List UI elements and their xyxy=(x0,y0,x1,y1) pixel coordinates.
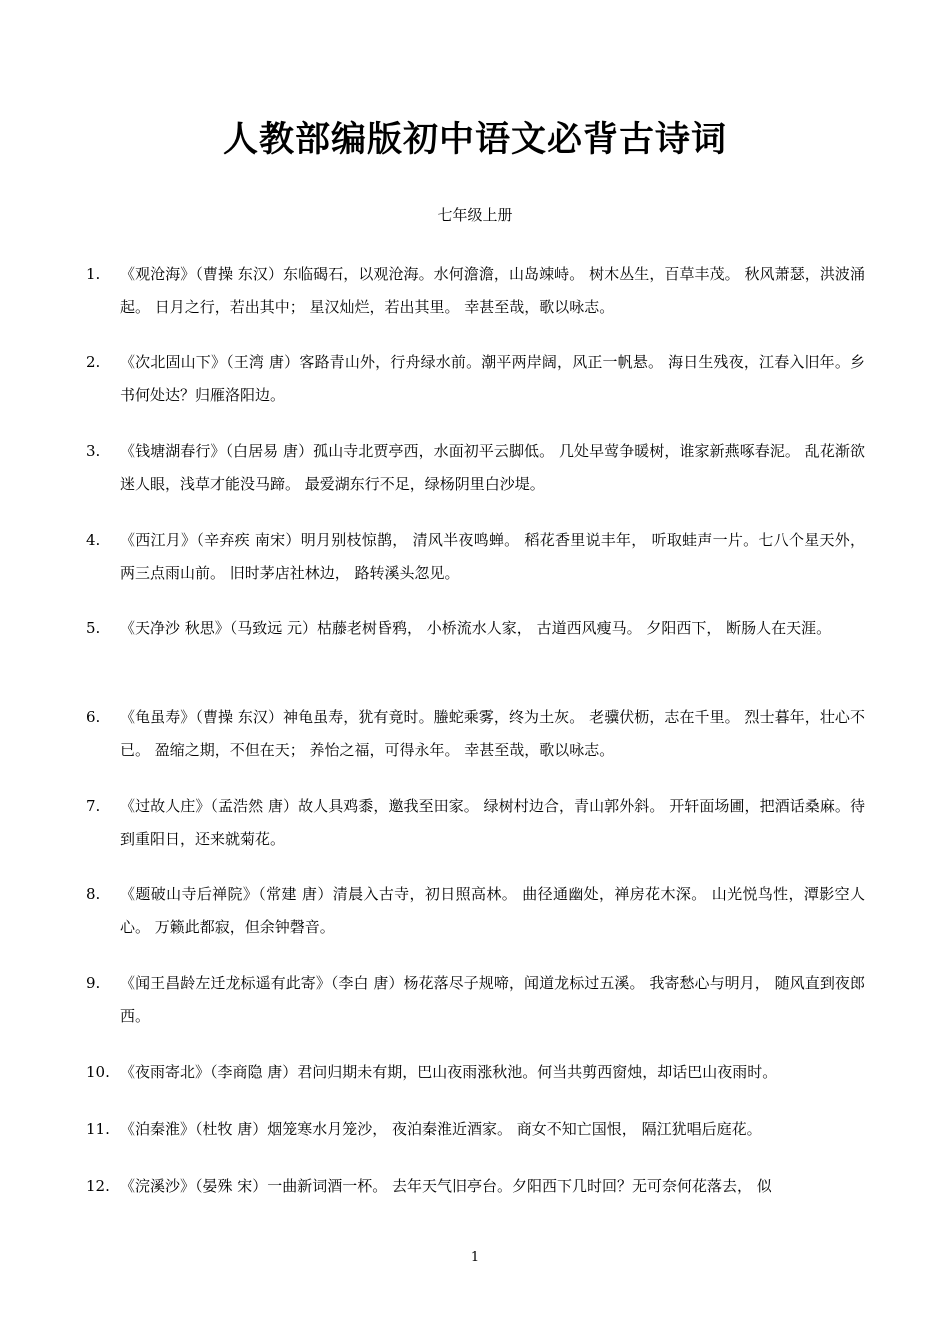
poem-number: 5. xyxy=(86,619,101,637)
section-heading: 七年级上册 xyxy=(437,206,513,224)
poem-number: 4. xyxy=(86,531,101,549)
poem-number: 6. xyxy=(86,708,101,726)
poem-text: 《观沧海》（曹操 东汉）东临碣石，以观沧海。水何澹澹，山岛竦峙。 树木丛生，百草丰茂。 秋风萧瑟，洪波涌起。 日月之行，若出其中； 星汉灿烂，若出其里。 幸甚至哉，歌以咏志。 xyxy=(120,265,865,316)
poem-text: 《题破山寺后禅院》（常建 唐）清晨入古寺，初日照高林。 曲径通幽处，禅房花木深。 山光悦鸟性，潭影空人心。 万籁此都寂，但余钟磬音。 xyxy=(120,885,865,936)
poem-number: 7. xyxy=(86,797,101,815)
poem-number: 8. xyxy=(86,885,101,903)
poem-text: 《过故人庄》（孟浩然 唐）故人具鸡黍，邀我至田家。 绿树村边合，青山郭外斜。 开轩面场圃，把酒话桑麻。待到重阳日，还来就菊花。 xyxy=(120,797,865,848)
poem-text: 《泊秦淮》（杜牧 唐）烟笼寒水月笼沙， 夜泊秦淮近酒家。 商女不知亡国恨， 隔江犹唱后庭花。 xyxy=(120,1120,762,1138)
poem-text: 《天净沙 秋思》（马致远 元）枯藤老树昏鸦， 小桥流水人家， 古道西风瘦马。 夕阳西下， 断肠人在天涯。 xyxy=(120,619,832,637)
poem-text: 《龟虽寿》（曹操 东汉）神龟虽寿，犹有竟时。螣蛇乘雾，终为土灰。 老骥伏枥，志在千里。 烈士暮年，壮心不已。 盈缩之期，不但在天； 养怡之福，可得永年。 幸甚至哉，歌以咏志。 xyxy=(120,708,865,759)
poem-number: 9. xyxy=(86,974,101,992)
poem-text: 《浣溪沙》（晏殊 宋）一曲新词酒一杯。 去年天气旧亭台。夕阳西下几时回？无可奈何花落去， 似 xyxy=(120,1177,772,1195)
poem-number: 11. xyxy=(86,1120,110,1138)
poem-number: 12. xyxy=(86,1177,110,1195)
poem-text: 《夜雨寄北》（李商隐 唐）君问归期未有期，巴山夜雨涨秋池。何当共剪西窗烛，却话巴山夜雨时。 xyxy=(120,1063,778,1081)
poem-text: 《次北固山下》（王湾 唐）客路青山外，行舟绿水前。潮平两岸阔，风正一帆悬。 海日生残夜，江春入旧年。乡书何处达？归雁洛阳边。 xyxy=(120,353,865,404)
poem-text: 《钱塘湖春行》（白居易 唐）孤山寺北贾亭西，水面初平云脚低。 几处早莺争暖树，谁家新燕啄春泥。 乱花渐欲迷人眼，浅草才能没马蹄。 最爱湖东行不足，绿杨阴里白沙堤。 xyxy=(120,442,865,493)
poem-number: 2. xyxy=(86,353,101,371)
document-title: 人教部编版初中语文必背古诗词 xyxy=(222,120,727,160)
page-number: 1 xyxy=(470,1250,480,1265)
poem-number: 1. xyxy=(86,265,101,283)
poem-number: 3. xyxy=(86,442,101,460)
poem-text: 《闻王昌龄左迁龙标遥有此寄》（李白 唐）杨花落尽子规啼，闻道龙标过五溪。 我寄愁心与明月， 随风直到夜郎西。 xyxy=(120,974,865,1025)
poem-number: 10. xyxy=(86,1063,110,1081)
poem-text: 《西江月》（辛弃疾 南宋）明月别枝惊鹊， 清风半夜鸣蝉。 稻花香里说丰年， 听取蛙声一片。七八个星天外， 两三点雨山前。 旧时茅店社林边， 路转溪头忽见。 xyxy=(120,531,865,582)
